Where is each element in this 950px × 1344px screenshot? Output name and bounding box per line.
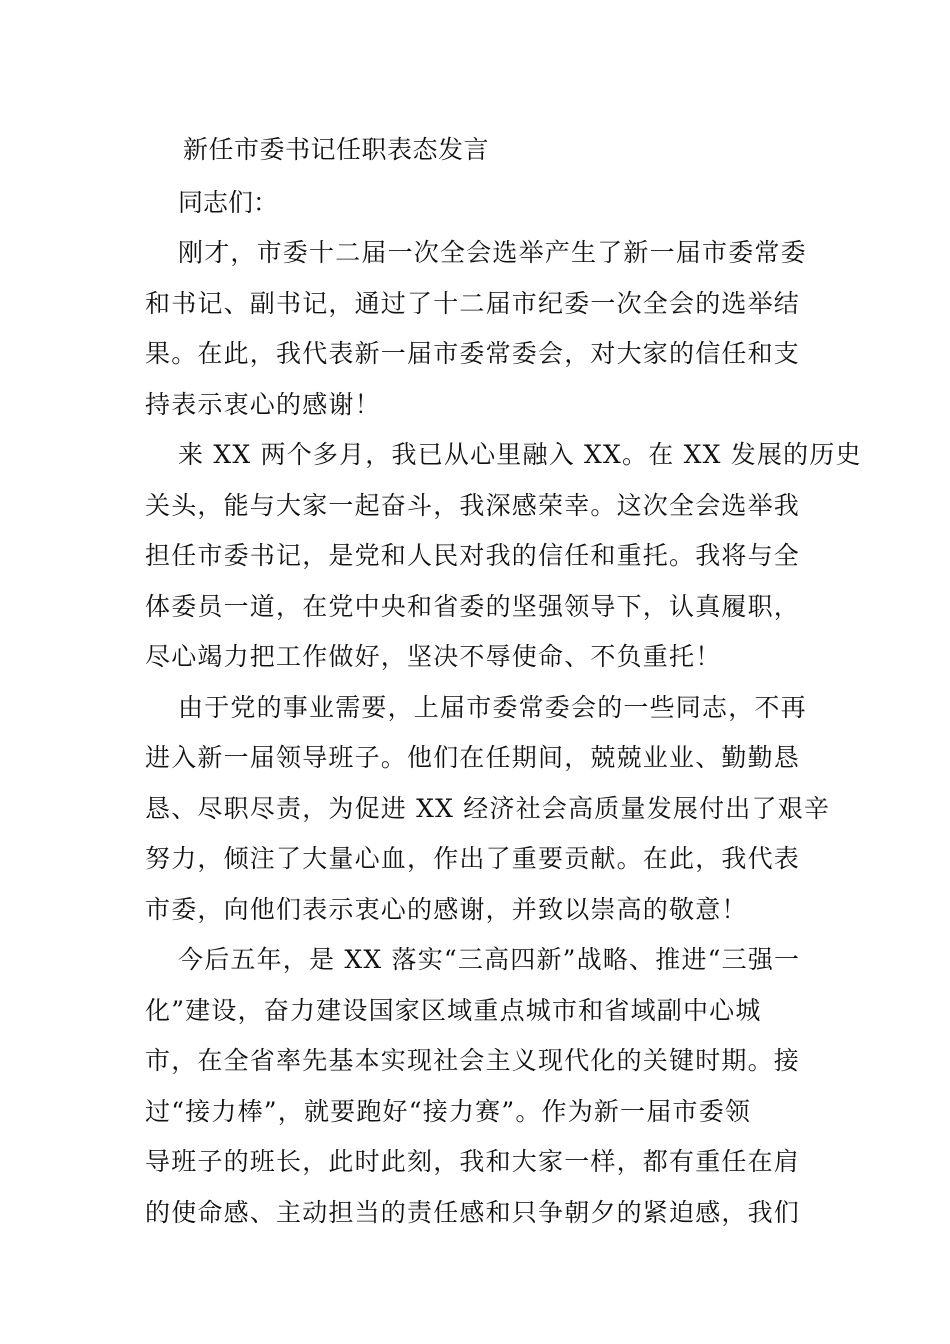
paragraph-line: 尽心竭力把工作做好，坚决不辱使命、不负重托！ bbox=[145, 642, 722, 671]
paragraph-line: 导班子的班长，此时此刻，我和大家一样，都有重任在肩 bbox=[145, 1147, 801, 1176]
paragraph-line: 由于党的事业需要，上届市委常委会的一些同志，不再 bbox=[178, 692, 807, 722]
paragraph bbox=[145, 683, 831, 936]
document-body bbox=[145, 228, 862, 1238]
paragraph bbox=[145, 228, 810, 430]
paragraph-line: 进入新一届领导班子。他们在任期间，兢兢业业、勤勤恳 bbox=[145, 743, 801, 772]
paragraph-line: 和书记、副书记，通过了十二届市纪委一次全会的选举结 bbox=[145, 288, 801, 318]
paragraph-line: 担任市委书记，是党和人民对我的信任和重托。我将与全 bbox=[145, 541, 801, 570]
paragraph-line: 体委员一道，在党中央和省委的坚强领导下，认真履职， bbox=[145, 591, 801, 621]
paragraph-line: 的使命感、主动担当的责任感和只争朝夕的紧迫感，我们 bbox=[145, 1197, 801, 1227]
paragraph-line: 今后五年，是 XX 落实“三高四新”战略、推进“三强一 bbox=[178, 945, 801, 974]
paragraph-line: 化”建设，奋力建设国家区域重点城市和省域副中心城 bbox=[145, 995, 762, 1025]
paragraph-line: 关头，能与大家一起奋斗，我深感荣幸。这次全会选举我 bbox=[145, 490, 801, 520]
paragraph bbox=[145, 935, 810, 1238]
document-title: 新任市委书记任职表态发言 bbox=[183, 135, 490, 164]
paragraph-line: 过“接力棒”，就要跑好“接力赛”。作为新一届市委领 bbox=[145, 1096, 752, 1126]
paragraph-line: 恳、尽职尽责，为促进 XX 经济社会高质量发展付出了艰辛 bbox=[145, 793, 831, 823]
paragraph-line: 市，在全省率先基本实现社会主义现代化的关键时期。接 bbox=[145, 1046, 801, 1075]
paragraph-line: 市委，向他们表示衷心的感谢，并致以崇高的敬意！ bbox=[145, 894, 748, 924]
paragraph-line: 刚才，市委十二届一次全会选举产生了新一届市委常委 bbox=[178, 238, 807, 267]
salutation: 同志们： bbox=[178, 188, 279, 217]
paragraph-line: 果。在此，我代表新一届市委常委会，对大家的信任和支 bbox=[145, 339, 801, 368]
paragraph-line: 来 XX 两个多月，我已从心里融入 XX。在 XX 发展的历史 bbox=[178, 440, 862, 469]
paragraph-line: 持表示衷心的感谢！ bbox=[145, 389, 381, 419]
paragraph-line: 努力，倾注了大量心血，作出了重要贡献。在此，我代表 bbox=[145, 844, 801, 873]
paragraph bbox=[145, 430, 862, 683]
